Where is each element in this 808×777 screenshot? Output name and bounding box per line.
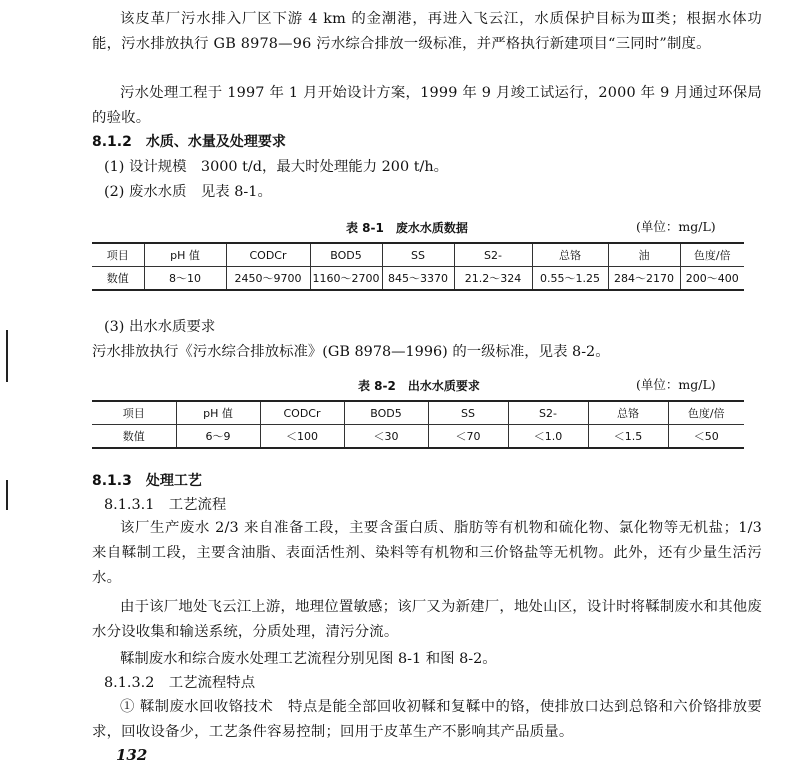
table-cell: ＜1.5 [588,425,668,449]
table-unit: (单位：mg/L) [636,377,716,392]
table-cell: 2450～9700 [226,267,310,291]
table-header-cell: 总铬 [588,401,668,425]
table-cell: 数值 [106,272,129,285]
table-cell: 0.55～1.25 [532,267,608,291]
table-header-cell: SS [428,401,508,425]
paragraph-wastewater-sources: 该厂生产废水 2/3 来自准备工段，主要含蛋白质、脂肪等有机物和硫化物、氯化物等无机盐；1/3 来自鞣制工段，主要含油脂、表面活性剂、染料等有机物和三价铬盐等无机物。此外，还有少量生活污水。 [92,520,762,586]
table-cell: ＜50 [668,425,744,449]
section-heading-8-1-3: 8.1.3 处理工艺 [92,473,202,489]
table-header-cell: CODCr [260,401,344,425]
table-cell: 8～10 [144,267,226,291]
paragraph-design-approach: 由于该厂地处飞云江上游，地理位置敏感；该厂又为新建厂，地处山区，设计时将鞣制废水和其他废水分设收集和输送系统，分质处理，清污分流。 [92,599,762,640]
table-row [92,267,744,291]
table-cell: 6～9 [176,425,260,449]
table-header-row [92,243,744,267]
paragraph-discharge-target: 该皮革厂污水排入厂区下游 4 km 的金潮港，再进入飞云江，水质保护目标为Ⅲ类；根据水体功能，污水排放执行 GB 8978—96 污水综合排放一级标准，并严格执行新建项目“三同时”制度。 [92,11,762,52]
scan-margin-mark [6,330,8,382]
effluent-requirement-table [92,400,744,449]
subsection-heading-8-1-3-2: 8.1.3.2 工艺流程特点 [104,675,256,691]
table-header-cell: pH 值 [176,401,260,425]
list-item-wastewater-quality: (2) 废水水质 见表 8-1。 [104,184,272,200]
table-cell: 21.2～324 [454,267,532,291]
scan-margin-mark [6,480,8,510]
table-cell: 200～400 [680,267,744,291]
paragraph-project-timeline: 污水处理工程于 1997 年 1 月开始设计方案，1999 年 9 月竣工试运行，2000 年 9 月通过环保局的验收。 [92,85,762,126]
table-header-cell: BOD5 [310,243,382,267]
table-header-cell: 总铬 [532,243,608,267]
paragraph-discharge-standard: 污水排放执行《污水综合排放标准》(GB 8978—1996) 的一级标准，见表 8-2。 [92,344,610,360]
table-header-cell: SS [382,243,454,267]
table-cell: 数值 [122,430,145,443]
table-header-cell: 项目 [92,243,144,267]
table-cell: 1160～2700 [310,267,382,291]
table-cell: ＜30 [344,425,428,449]
section-heading-8-1-2: 8.1.2 水质、水量及处理要求 [92,134,286,150]
paragraph-chromium-recovery: ① 鞣制废水回收铬技术 特点是能全部回收初鞣和复鞣中的铬，使排放口达到总铬和六价铬排放要求，回收设备少，工艺条件容易控制；回用于皮革生产不影响其产品质量。 [92,699,762,740]
table-cell: ＜1.0 [508,425,588,449]
table-header-cell: CODCr [226,243,310,267]
table-cell: ＜70 [428,425,508,449]
table-header-cell: S2- [508,401,588,425]
table-cell: ＜100 [260,425,344,449]
table-header-cell: BOD5 [344,401,428,425]
table-header-cell: 色度/倍 [668,401,744,425]
list-item-effluent-requirement: (3) 出水水质要求 [104,319,216,335]
table-header-cell: 色度/倍 [680,243,744,267]
table-header-cell: 项目 [92,401,176,425]
table-header-cell: S2- [454,243,532,267]
paragraph-figure-reference: 鞣制废水和综合废水处理工艺流程分别见图 8-1 和图 8-2。 [120,651,497,667]
table-caption: 表 8-2 出水水质要求 [358,379,480,393]
list-item-design-scale: (1) 设计规模 3000 t/d，最大时处理能力 200 t/h。 [104,159,448,175]
table-header-row [92,401,744,425]
table-header-cell: pH 值 [144,243,226,267]
table-cell: 284～2170 [608,267,680,291]
table-caption: 表 8-1 废水水质数据 [346,221,468,235]
subsection-heading-8-1-3-1: 8.1.3.1 工艺流程 [104,497,227,513]
table-unit: (单位：mg/L) [636,219,716,234]
table-row [92,425,744,449]
table-header-cell: 油 [608,243,680,267]
page-number: 132 [116,746,148,764]
table-cell: 845～3370 [382,267,454,291]
wastewater-quality-table [92,242,744,291]
